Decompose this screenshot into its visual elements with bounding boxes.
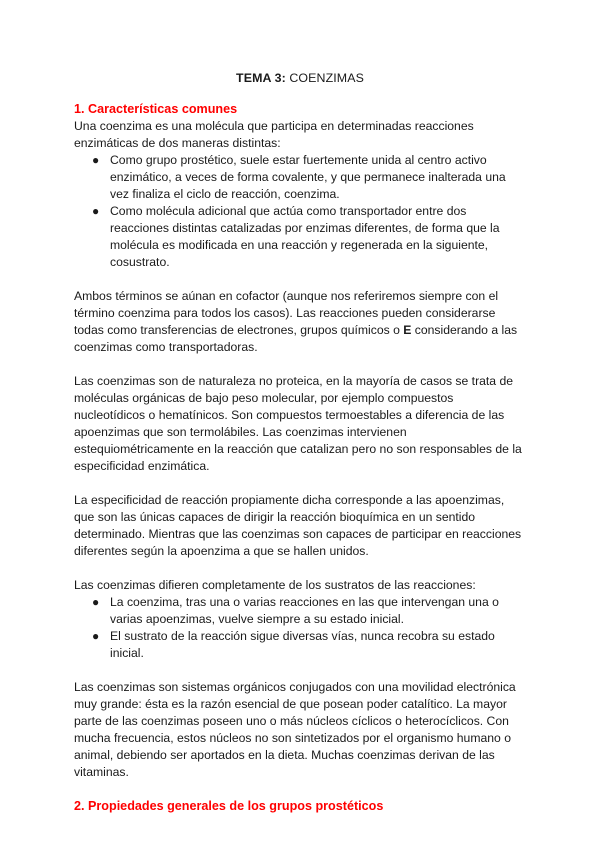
paragraph-differ: Las coenzimas difieren completamente de los sustratos de las reacciones: (74, 578, 476, 592)
list-item-text: La coenzima, tras una o varias reacciones en las que intervengan una o varias apoenzimas, vuelve siempre a su estado inicial. (110, 595, 499, 626)
title-bold-part: TEMA 3: (236, 71, 286, 85)
list-item-text: El sustrato de la reacción sigue diversas vías, nunca recobra su estado inicial. (110, 629, 495, 660)
bold-e: E (403, 323, 412, 337)
document-title (74, 70, 526, 87)
list-item-text: Como grupo prostético, suele estar fuertemente unida al centro activo enzimático, a veces de forma covalente, y que permanece inalterada una vez finaliza el ciclo de reacción, coenzima. (110, 153, 506, 201)
paragraph-text: Ambos términos se aúnan en cofactor (aunque nos referiremos siempre con el término coenzima para todos los casos). Las reacciones pueden considerarse todas como transferencias de electrones, grupos químicos o (74, 289, 499, 337)
list-item-text: Como molécula adicional que actúa como transportador entre dos reacciones distintas catalizadas por enzimas diferentes, de forma que la molécula es modificada en una reacción y regenerada en la siguiente, cosustrato. (110, 204, 500, 269)
paragraph-text: considerando a las coenzimas como transportadoras. (74, 323, 518, 354)
list-item (92, 152, 526, 203)
list-item (92, 594, 526, 628)
paragraph-systems: Las coenzimas son sistemas orgánicos conjugados con una movilidad electrónica muy grande: ésta es la razón esencial de que posean poder catalítico. La mayor parte de las coenzimas poseen uno o más núcleos cíclicos o heterocíclicos. Con mucha frecuencia, estos núcleos no son sintetizados por el organismo humano o animal, debiendo ser aportados en la dieta. Muchas coenzimas derivan de las vitaminas. (74, 680, 516, 779)
intro-paragraph: Una coenzima es una molécula que participa en determinadas reacciones enzimáticas de dos maneras distintas: (74, 119, 474, 150)
paragraph-specificity: La especificidad de reacción propiamente dicha corresponde a las apoenzimas, que son las únicas capaces de dirigir la reacción bioquímica en un sentido determinado. Mientras que las coenzimas son capaces de participar en reacciones diferentes según la apoenzima a que se hallen unidos. (74, 493, 522, 558)
bullet-icon: ● (92, 153, 100, 167)
list-item (92, 628, 526, 662)
paragraph-nature: Las coenzimas son de naturaleza no proteica, en la mayoría de casos se trata de moléculas orgánicas de bajo peso molecular, por ejemplo compuestos nucleotídicos o hematínicos. Son compuestos termoestables a diferencia de las apoenzimas que son termolábiles. Las coenzimas intervienen estequiométricamente en la reacción que catalizan pero no son responsables de la especificidad enzimática. (74, 374, 522, 473)
section-heading-1: 1. Características comunes (74, 102, 238, 116)
bullet-icon: ● (92, 629, 100, 643)
bullet-list-1 (74, 152, 526, 271)
title-rest-part: COENZIMAS (285, 71, 364, 85)
list-item (92, 203, 526, 271)
paragraph-cofactor (74, 288, 526, 356)
bullet-icon: ● (92, 595, 100, 609)
bullet-icon: ● (92, 204, 100, 218)
bullet-list-2 (74, 594, 526, 662)
section-heading-2: 2. Propiedades generales de los grupos prostéticos (74, 799, 384, 813)
